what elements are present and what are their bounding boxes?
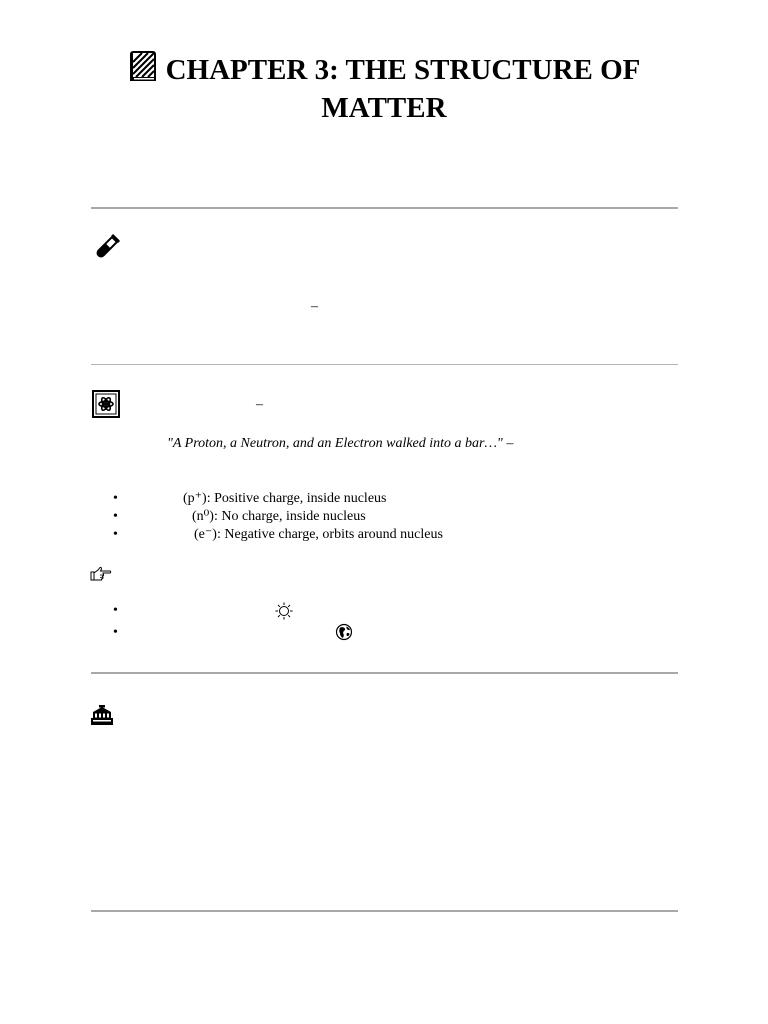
section1-dash: – <box>311 299 318 314</box>
joke-quote <box>167 436 513 452</box>
particle-neutron <box>192 508 366 526</box>
bullet-marker: • <box>113 603 118 618</box>
globe-icon <box>335 623 353 646</box>
section-divider <box>91 672 678 674</box>
particle-desc: : Positive charge, inside nucleus <box>206 491 387 506</box>
section-divider <box>91 364 678 365</box>
section-divider <box>91 910 678 912</box>
particle-desc: : Negative charge, orbits around nucleus <box>216 527 443 542</box>
particle-symbol: (e⁻) <box>194 527 217 542</box>
quote-dash: – <box>502 436 514 451</box>
pointing-hand-icon <box>90 566 112 587</box>
title-line-2: MATTER <box>321 92 447 124</box>
particle-desc: : No charge, inside nucleus <box>213 509 366 524</box>
bullet-marker: • <box>113 527 118 542</box>
bullet-marker: • <box>113 509 118 524</box>
particle-electron <box>194 526 443 544</box>
atom-icon <box>92 390 120 423</box>
section2-dash: – <box>256 397 263 412</box>
bullet-marker: • <box>113 625 118 640</box>
quote-text: "A Proton, a Neutron, and an Electron walked into a bar…" <box>167 436 503 451</box>
particle-proton <box>183 490 386 508</box>
bullet-marker: • <box>113 491 118 506</box>
particle-symbol: (p⁺) <box>183 491 207 506</box>
particle-symbol: (n⁰) <box>192 509 214 524</box>
title-line-1: CHAPTER 3: THE STRUCTURE OF <box>165 54 641 86</box>
book-icon <box>128 50 158 83</box>
sun-icon <box>275 602 293 625</box>
section-divider <box>91 207 678 209</box>
test-tube-icon <box>91 233 121 268</box>
page-title <box>90 50 678 127</box>
museum-icon <box>90 704 114 731</box>
